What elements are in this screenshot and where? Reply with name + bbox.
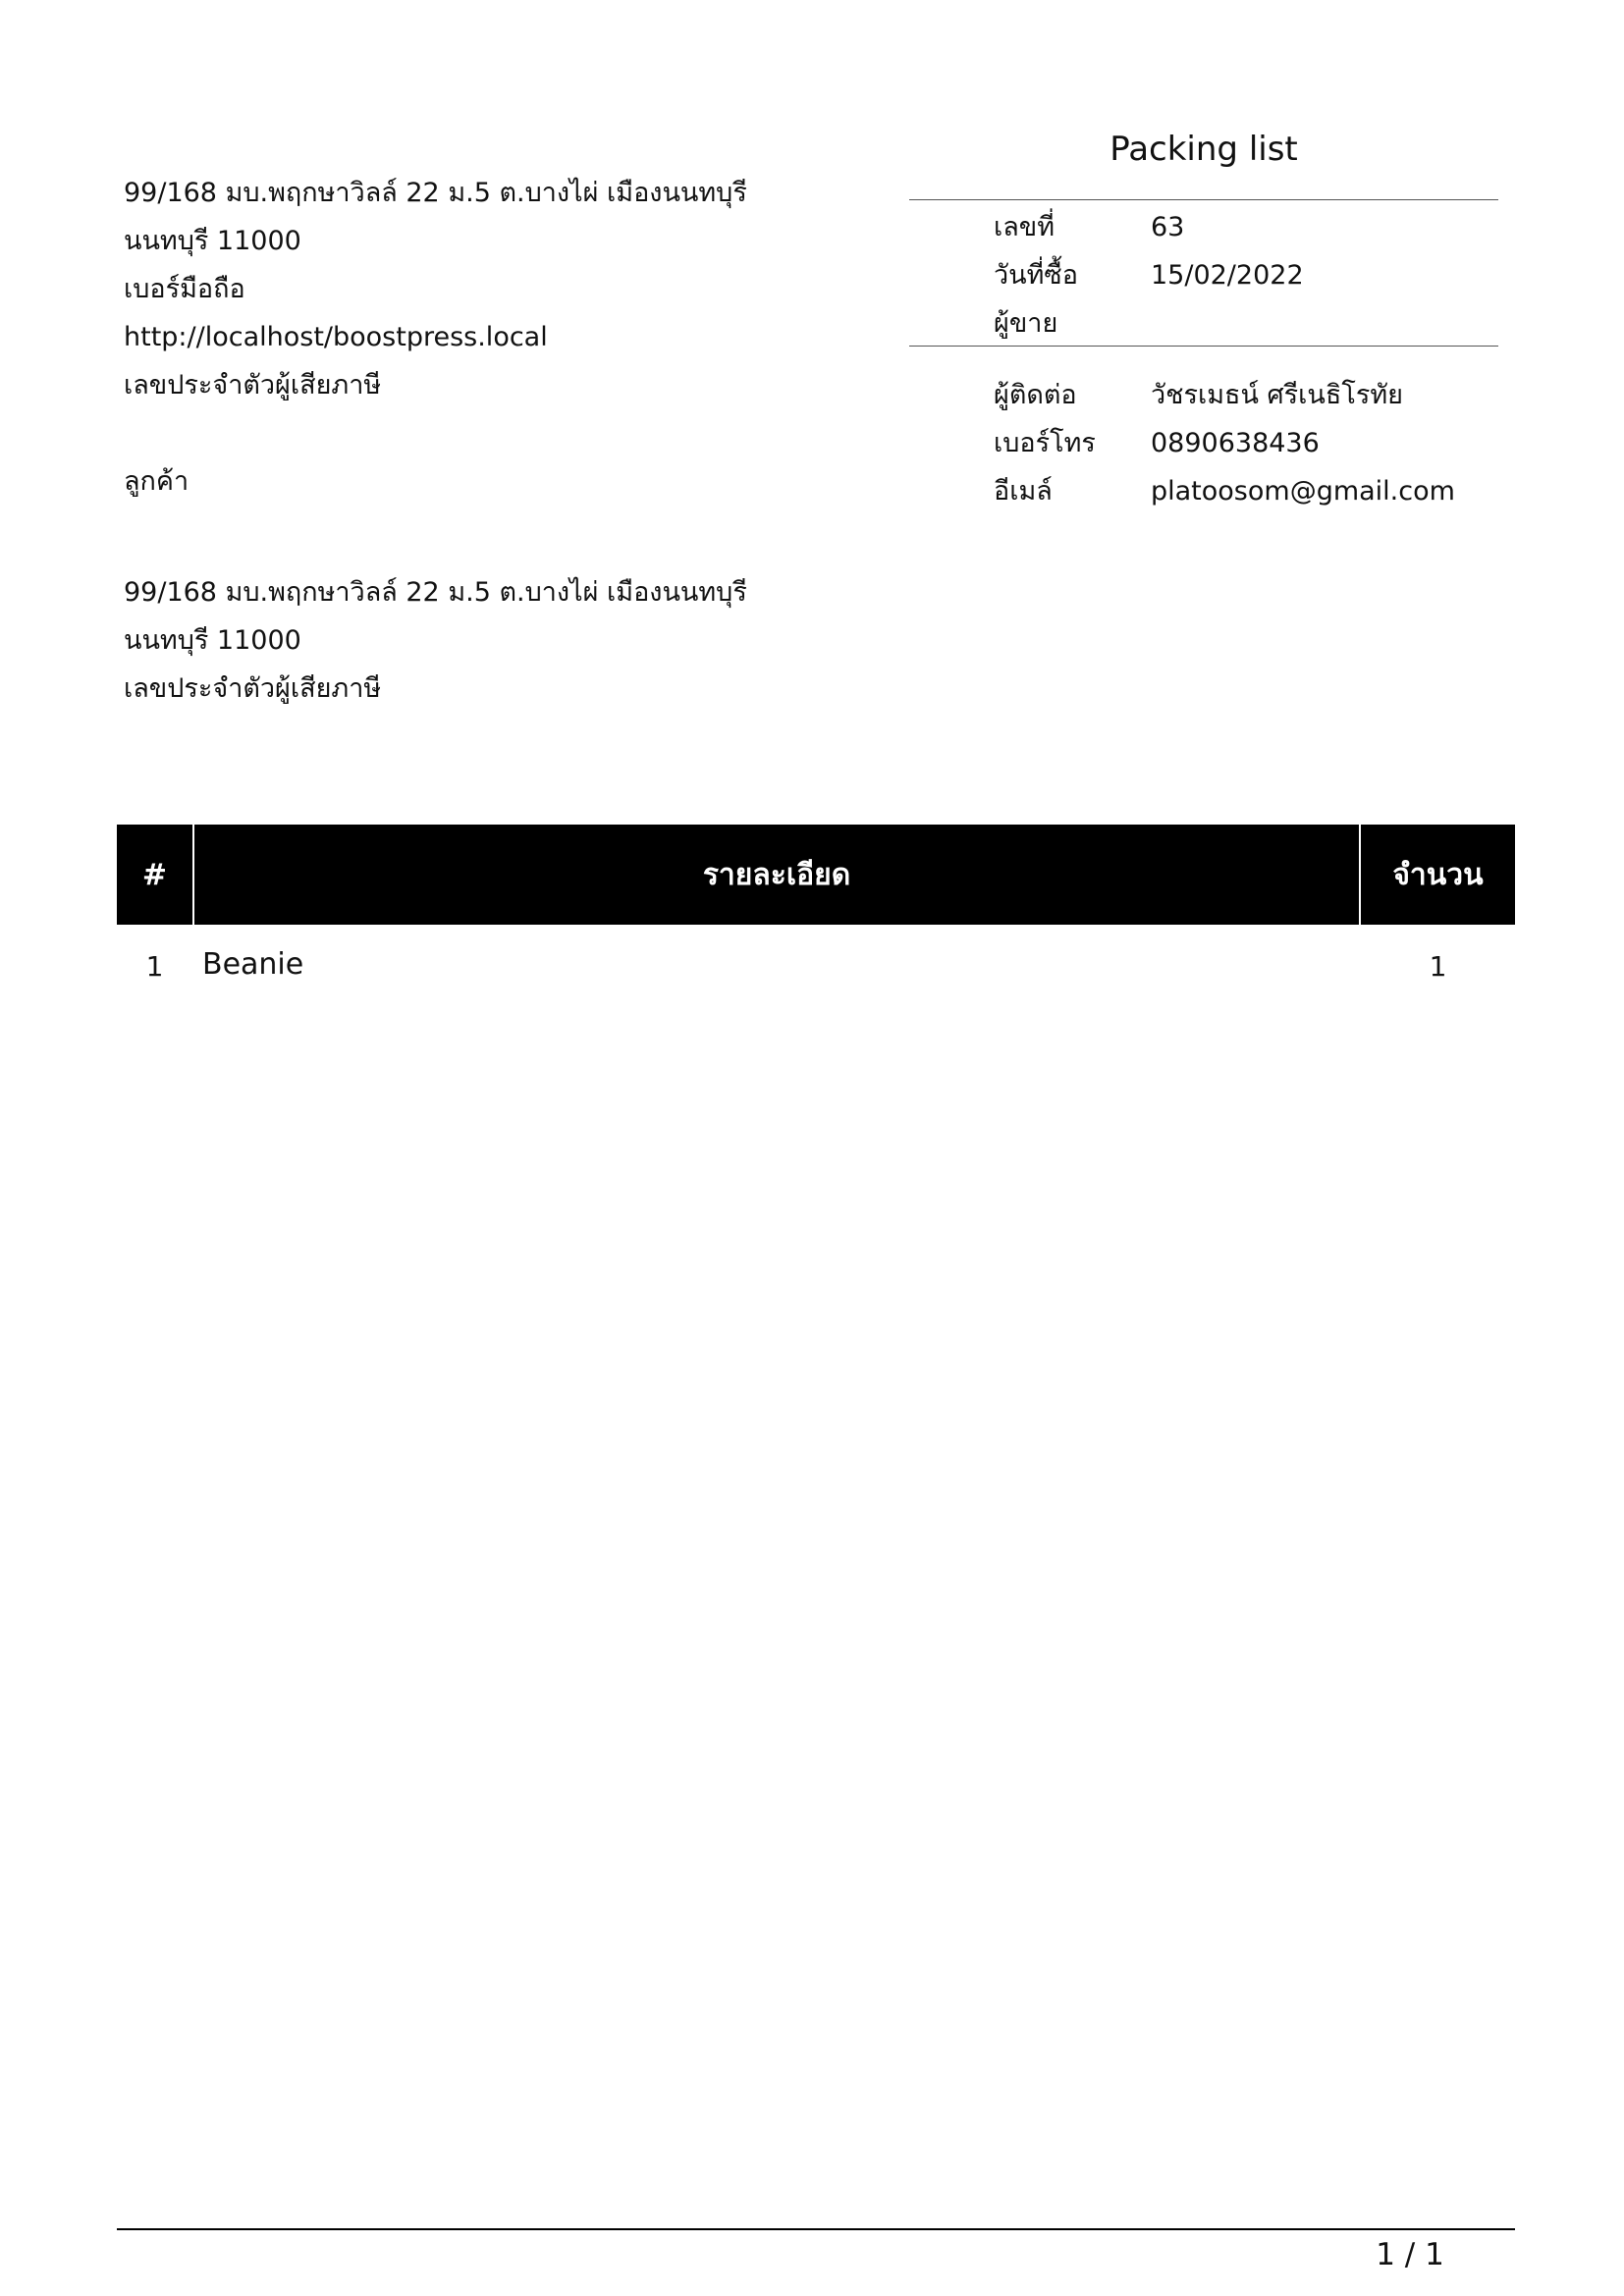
customer-tax-id-label: เลขประจำตัวผู้เสียภาษี <box>124 673 382 704</box>
info-row-email <box>994 467 1455 515</box>
seller-address-line2: นนทบุรี 11000 <box>124 226 301 256</box>
email-value: platoosom@gmail.com <box>1151 476 1455 507</box>
seller-website: http://localhost/boostpress.local <box>124 322 548 352</box>
customer-address-line2: นนทบุรี 11000 <box>124 625 301 656</box>
phone-label: เบอร์โทร <box>994 428 1096 458</box>
table-header <box>117 825 1515 925</box>
email-label: อีเมล์ <box>994 476 1053 507</box>
column-header-description: รายละเอียด <box>194 825 1361 925</box>
item-description: Beanie <box>202 946 304 982</box>
item-number: 1 <box>145 949 164 983</box>
phone-value: 0890638436 <box>1151 428 1320 458</box>
seller-address-line1: 99/168 มบ.พฤกษาวิลล์ 22 ม.5 ต.บางไผ่ เมืองนนทบุรี <box>124 178 747 208</box>
seller-customer-block <box>124 169 747 713</box>
seller-label: ผู้ขาย <box>994 308 1058 339</box>
date-label: วันที่ซื้อ <box>994 260 1078 291</box>
seller-value <box>1151 299 1304 347</box>
number-label: เลขที่ <box>994 212 1056 242</box>
document-title: Packing list <box>1110 130 1298 169</box>
customer-heading: ลูกค้า <box>124 466 189 497</box>
spacer <box>124 506 732 554</box>
items-table <box>117 825 1515 1003</box>
contact-info <box>994 371 1455 515</box>
info-row-number <box>994 203 1304 251</box>
divider <box>909 346 1498 347</box>
info-row-phone <box>994 419 1455 467</box>
spacer <box>124 409 732 457</box>
info-row-seller <box>994 299 1304 347</box>
info-row-contact <box>994 371 1455 419</box>
column-header-number: # <box>117 825 194 925</box>
item-quantity: 1 <box>1429 949 1447 983</box>
info-row-date <box>994 251 1304 299</box>
contact-label: ผู้ติดต่อ <box>994 380 1077 410</box>
number-value: 63 <box>1151 212 1185 242</box>
footer-divider <box>117 2228 1515 2230</box>
date-value: 15/02/2022 <box>1151 260 1304 291</box>
seller-tax-id-label: เลขประจำตัวผู้เสียภาษี <box>124 370 382 400</box>
seller-phone-label: เบอร์มือถือ <box>124 274 245 304</box>
customer-address-line1: 99/168 มบ.พฤกษาวิลล์ 22 ม.5 ต.บางไผ่ เมืองนนทบุรี <box>124 577 747 608</box>
contact-value: วัชรเมธน์ ศรีเนธิโรทัย <box>1151 380 1403 410</box>
column-header-quantity: จำนวน <box>1392 857 1484 892</box>
document-info <box>994 203 1304 347</box>
divider <box>909 199 1498 200</box>
table-row <box>117 925 1515 1003</box>
page-number: 1 / 1 <box>1376 2237 1444 2272</box>
